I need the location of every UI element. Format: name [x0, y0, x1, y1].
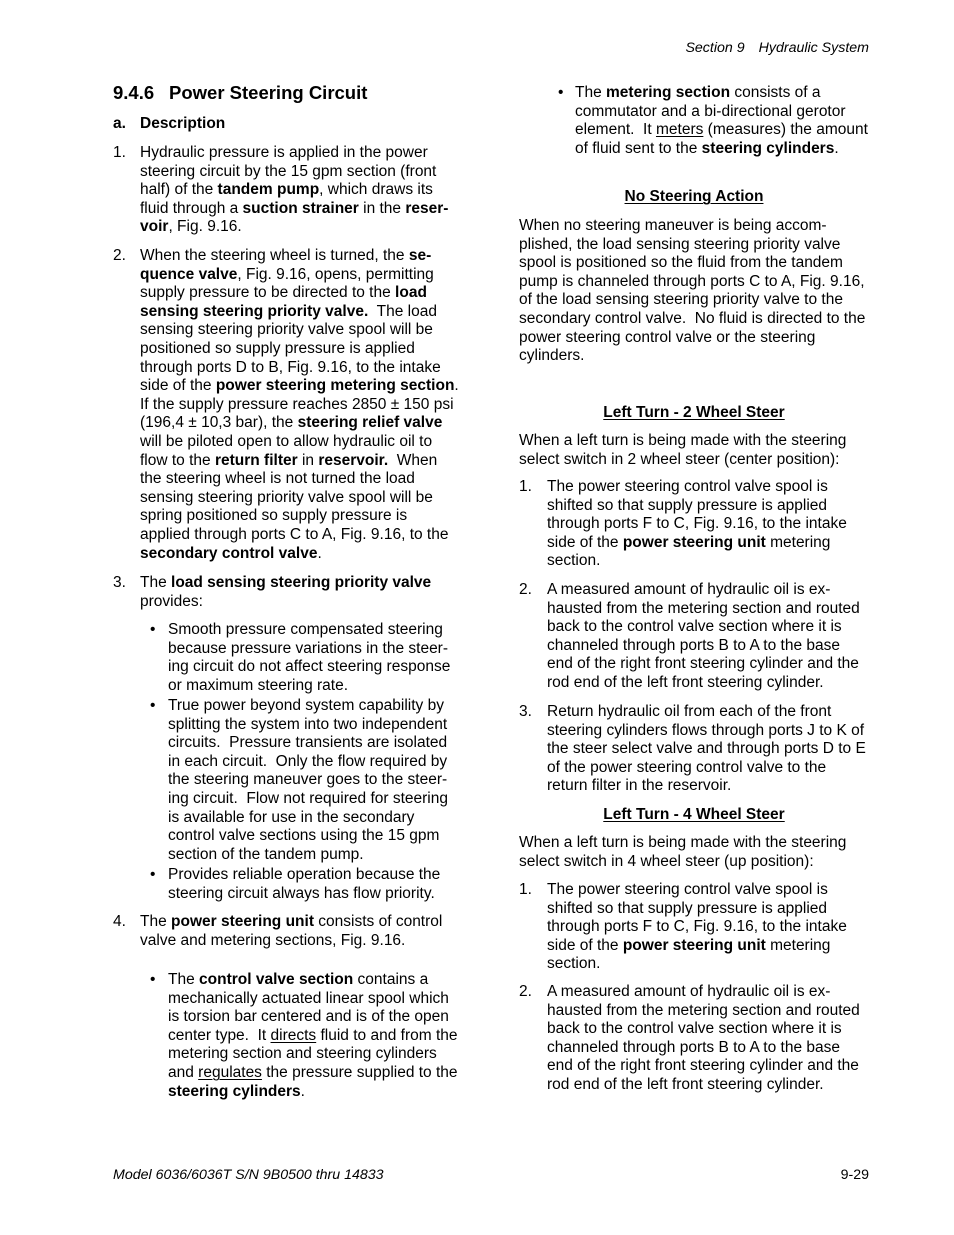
bold-term: secondary control valve [140, 544, 318, 562]
bold-term: load sensing steering priority valve [171, 574, 432, 591]
section-title: Power Steering Circuit [169, 82, 368, 103]
bullet-marker: • [150, 621, 156, 638]
text-run: The [575, 84, 607, 101]
bold-term: steering cylinders [701, 139, 835, 157]
subsection-title: Left Turn - 2 Wheel Steer [603, 404, 785, 421]
list-item-text [547, 881, 847, 974]
list-marker: 3. [113, 574, 126, 591]
underlined-term: directs [270, 1026, 317, 1044]
subsection-title: Left Turn - 4 Wheel Steer [603, 806, 785, 823]
header-title: Hydraulic System [758, 40, 869, 56]
text-run: . If the supply pressure reaches 2850 ± 150 psi (196,4 ± 10,3 bar), the [140, 377, 459, 432]
text-run: The [168, 971, 200, 988]
list-marker: 3. [519, 703, 532, 720]
list-item [519, 581, 860, 691]
bullet-item-text: Smooth pressure compensated steering because pressure variations in the steer- ing circuit do not affect steering response or maximum steering rate. [168, 621, 451, 694]
text-run: When the steering wheel is turned, the [140, 247, 409, 264]
bold-term: load sensing steering priority valve. [140, 284, 427, 320]
section-number: 9.4.6 [113, 82, 155, 103]
list-item-text [547, 703, 866, 796]
list-item-text [140, 144, 448, 237]
text-run: metering section. [547, 936, 831, 973]
bullet-item [150, 621, 451, 695]
bullet-marker: • [150, 866, 156, 883]
bullet-item-text: Provides reliable operation because the steering circuit always has flow priority. [168, 866, 441, 902]
bullet-marker: • [150, 697, 156, 714]
text-run: metering section. [547, 533, 831, 570]
bullet-marker: • [150, 971, 156, 988]
text-run: will be piloted open to allow hydraulic oil to flow to the [140, 432, 433, 469]
list-item-text [547, 581, 860, 693]
bold-term: power steering unit [171, 913, 314, 930]
text-run: . [300, 1082, 305, 1100]
bold-term: power steering unit [622, 936, 766, 954]
bullet-item-text: True power beyond system capability by splitting the system into two independent circuits. Pressure transients are isolated in each circuit. Only the flow required by the steering maneuver goes to the steer- ing circuit. Flow not required for steering is available for use in the secondary control valve sections using the 15 gpm section of the tandem pump. [168, 697, 448, 863]
text-run: The [140, 913, 172, 930]
list-item-text [547, 983, 860, 1095]
bold-term: se- quence valve [140, 247, 432, 283]
list-item [113, 247, 459, 562]
text-run: fluid to and from the metering section and steering cylinders and [168, 1026, 458, 1081]
list-marker: 4. [113, 913, 126, 930]
underlined-term: regulates [198, 1063, 262, 1081]
paragraph: When a left turn is being made with the steering select switch in 4 wheel steer (up position): [519, 834, 847, 870]
subsection-title: Description [140, 115, 226, 132]
text-run: When the steering wheel is not turned the load sensing steering priority valve spool will be spring positioned so supply pressure is applied through ports C to A, Fig. 9.16, to the [140, 451, 449, 543]
list-item-text [140, 574, 431, 611]
bullet-marker: • [558, 84, 564, 101]
list-item [519, 703, 866, 795]
text-run: consists of a commutator and a bi-directional gerotor element. It [575, 84, 846, 139]
text-run: consists of control valve and metering sections, Fig. 9.16. [140, 913, 443, 949]
bold-term: reservoir. [318, 451, 389, 469]
list-item [519, 983, 860, 1093]
bullet-item [150, 971, 458, 1100]
bullet-item-text [575, 84, 868, 158]
bold-term: tandem pump [217, 181, 320, 199]
text-run: . [834, 139, 839, 157]
text-run: , Fig. 9.16, opens, permitting supply pressure to be directed to the [140, 265, 434, 302]
bold-term: metering section [606, 84, 731, 101]
list-item-text [140, 913, 442, 950]
list-item [113, 574, 432, 648]
list-item-text [140, 247, 459, 563]
running-header [685, 40, 869, 56]
list-item [519, 881, 847, 973]
page-number: 9-29 [840, 1167, 869, 1183]
list-item [113, 144, 449, 236]
text-run: Return hydraulic oil from each of the front steering cylinders flows through ports J to K of the steer select valve and through ports D to E of the power steering control valve to the return filter in the reservoir. [547, 703, 866, 795]
text-run: A measured amount of hydraulic oil is ex- hausted from the metering section and routed back to the control valve section where it is channeled through ports B to A to the base end of the right front steering cylinder and the rod end of the left front steering cylinder. [547, 581, 860, 691]
paragraph: When no steering maneuver is being accom- plished, the load sensing steering priority valve spool is positioned so the fluid from the tandem pump is channeled through ports C to A, Fig. 9.16, of the load sensing steering priority valve to the secondary control valve. No fluid is directed to the power steering control valve or the steering cylinders. [519, 217, 866, 365]
text-run: . [317, 544, 322, 562]
text-run: The [140, 574, 172, 591]
list-marker: 2. [113, 247, 126, 264]
bold-term: power steering unit [622, 533, 766, 551]
text-run: A measured amount of hydraulic oil is ex- hausted from the metering section and routed back to the control valve section where it is channeled through ports B to A to the base end of the right front steering cylinder and the rod end of the left front steering cylinder. [547, 983, 860, 1093]
subsection-title: No Steering Action [624, 188, 764, 205]
list-marker: 1. [519, 478, 532, 495]
list-marker: 2. [519, 983, 532, 1000]
bullet-item [150, 697, 448, 863]
text-run: The power steering control valve spool is shifted so that supply pressure is applied through ports F to C, Fig. 9.16, to the intake side of the [547, 478, 847, 551]
list-marker: 1. [519, 881, 532, 898]
section-heading [113, 82, 367, 104]
bold-term: return filter [214, 451, 298, 469]
header-section: Section 9 [685, 40, 745, 56]
text-run: the pressure supplied to the [266, 1063, 458, 1081]
text-run: Hydraulic pressure is applied in the power steering circuit by the 15 gpm section (front half) of the [140, 144, 437, 199]
subsection-letter: a. [113, 115, 126, 132]
text-run: (measures) the amount of fluid sent to the [575, 121, 868, 157]
footer-model-info: Model 6036/6036T S/N 9B0500 thru 14833 [113, 1167, 384, 1183]
bold-term: steering cylinders [168, 1082, 301, 1100]
paragraph: When a left turn is being made with the steering select switch in 2 wheel steer (center position): [519, 432, 847, 468]
list-item-text [547, 478, 847, 571]
text-run: contains a mechanically actuated linear spool which is torsion bar centered and is of the open center type. It [168, 971, 449, 1044]
text-run: in [297, 451, 319, 469]
text-run: , Fig. 9.16. [168, 218, 242, 236]
text-run: The load sensing steering priority valve spool will be positioned so supply pressure is applied through ports D to B, Fig. 9.16, to the intake side of the [140, 302, 441, 395]
text-run: The power steering control valve spool is shifted so that supply pressure is applied through ports F to C, Fig. 9.16, to the intake side of the [547, 881, 847, 954]
bold-term: reser- voir [140, 199, 449, 236]
text-run: in the [358, 199, 406, 217]
bullet-item [558, 84, 868, 158]
bullet-item-text [168, 971, 458, 1101]
text-run: , which draws its fluid through a [140, 181, 433, 217]
list-marker: 2. [519, 581, 532, 598]
bold-term: control valve section [199, 971, 354, 988]
list-marker: 1. [113, 144, 126, 161]
bold-term: suction strainer [242, 199, 359, 217]
text-run: provides: [140, 592, 203, 610]
underlined-term: meters [655, 121, 704, 139]
list-item [519, 478, 847, 570]
bold-term: power steering metering section [215, 377, 455, 395]
bold-term: steering relief valve [297, 414, 443, 432]
